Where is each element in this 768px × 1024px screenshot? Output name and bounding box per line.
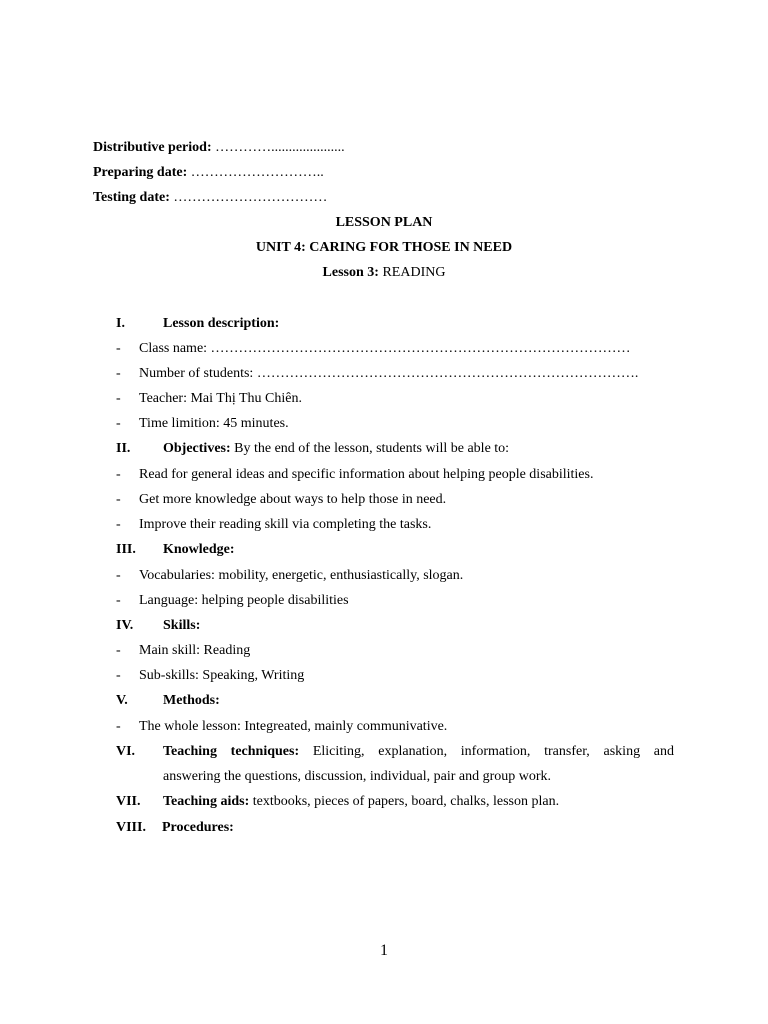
section-2-title: Objectives: — [163, 441, 231, 456]
distributive-period-row — [93, 139, 345, 157]
page-number: 1 — [380, 942, 388, 959]
testing-date-row — [93, 189, 327, 207]
methods-item: The whole lesson: Integreated, mainly communivative. — [139, 719, 448, 734]
objective-item: Improve their reading skill via completing the tasks. — [139, 517, 432, 532]
section-6-line-2: answering the questions, discussion, individual, pair and group work. — [163, 769, 552, 784]
section-6-number: VI. — [116, 744, 136, 759]
preparing-date-dots: ……………………….. — [190, 165, 324, 180]
section-4-title: Skills: — [163, 618, 201, 633]
section-6-line-1 — [163, 743, 674, 761]
dash-bullet: - — [116, 517, 121, 532]
dash-bullet: - — [116, 467, 121, 482]
section-1-title: Lesson description: — [163, 316, 280, 331]
distributive-period-dots: …………..................... — [215, 140, 345, 155]
section-7-title: Teaching aids: — [163, 794, 250, 809]
lesson-prefix: Lesson 3: — [322, 265, 379, 280]
preparing-date-row — [93, 164, 324, 182]
section-7-body — [163, 793, 559, 811]
testing-date-dots: …………………………… — [173, 190, 328, 205]
section-4-number: IV. — [116, 618, 134, 633]
section-7-text: textbooks, pieces of papers, board, chalks, lesson plan. — [252, 794, 560, 809]
dash-bullet: - — [116, 568, 121, 583]
section-5-number: V. — [116, 693, 128, 708]
lesson-plan-title: LESSON PLAN — [335, 215, 433, 230]
dash-bullet: - — [116, 668, 121, 683]
main-skill-item: Main skill: Reading — [139, 643, 251, 658]
section-6-text: Eliciting, explanation, information, transfer, asking and — [312, 744, 674, 759]
teacher-item: Teacher: Mai Thị Thu Chiên. — [139, 391, 302, 406]
lesson-subtitle — [0, 264, 768, 282]
dash-bullet: - — [116, 366, 121, 381]
dash-bullet: - — [116, 416, 121, 431]
lesson-name: READING — [382, 265, 446, 280]
objective-item: Get more knowledge about ways to help those in need. — [139, 492, 447, 507]
section-6-title: Teaching techniques: — [163, 744, 300, 759]
section-8-number: VIII. — [116, 820, 146, 835]
vocabulary-item: Vocabularies: mobility, energetic, enthusiastically, slogan. — [139, 568, 464, 583]
time-limit-item: Time limition: 45 minutes. — [139, 416, 289, 431]
class-name-item: Class name: ……………………………………………………………………………… — [139, 341, 631, 356]
distributive-period-label: Distributive period: — [93, 140, 212, 155]
objective-item: Read for general ideas and specific information about helping people disabilities. — [139, 467, 594, 482]
section-5-title: Methods: — [163, 693, 220, 708]
sub-skills-item: Sub-skills: Speaking, Writing — [139, 668, 305, 683]
dash-bullet: - — [116, 391, 121, 406]
number-of-students-item: Number of students: ………………………………………………………………………. — [139, 366, 639, 381]
section-2-body — [163, 440, 509, 458]
section-3-number: III. — [116, 542, 136, 557]
section-2-text: By the end of the lesson, students will be able to: — [234, 441, 510, 456]
preparing-date-label: Preparing date: — [93, 165, 188, 180]
section-2-number: II. — [116, 441, 131, 456]
dash-bullet: - — [116, 492, 121, 507]
dash-bullet: - — [116, 593, 121, 608]
section-1-number: I. — [116, 316, 125, 331]
section-3-title: Knowledge: — [163, 542, 235, 557]
testing-date-label: Testing date: — [93, 190, 170, 205]
language-item: Language: helping people disabilities — [139, 593, 349, 608]
unit-title: UNIT 4: CARING FOR THOSE IN NEED — [255, 240, 513, 255]
section-8-title: Procedures: — [162, 820, 234, 835]
dash-bullet: - — [116, 719, 121, 734]
dash-bullet: - — [116, 643, 121, 658]
section-7-number: VII. — [116, 794, 141, 809]
dash-bullet: - — [116, 341, 121, 356]
